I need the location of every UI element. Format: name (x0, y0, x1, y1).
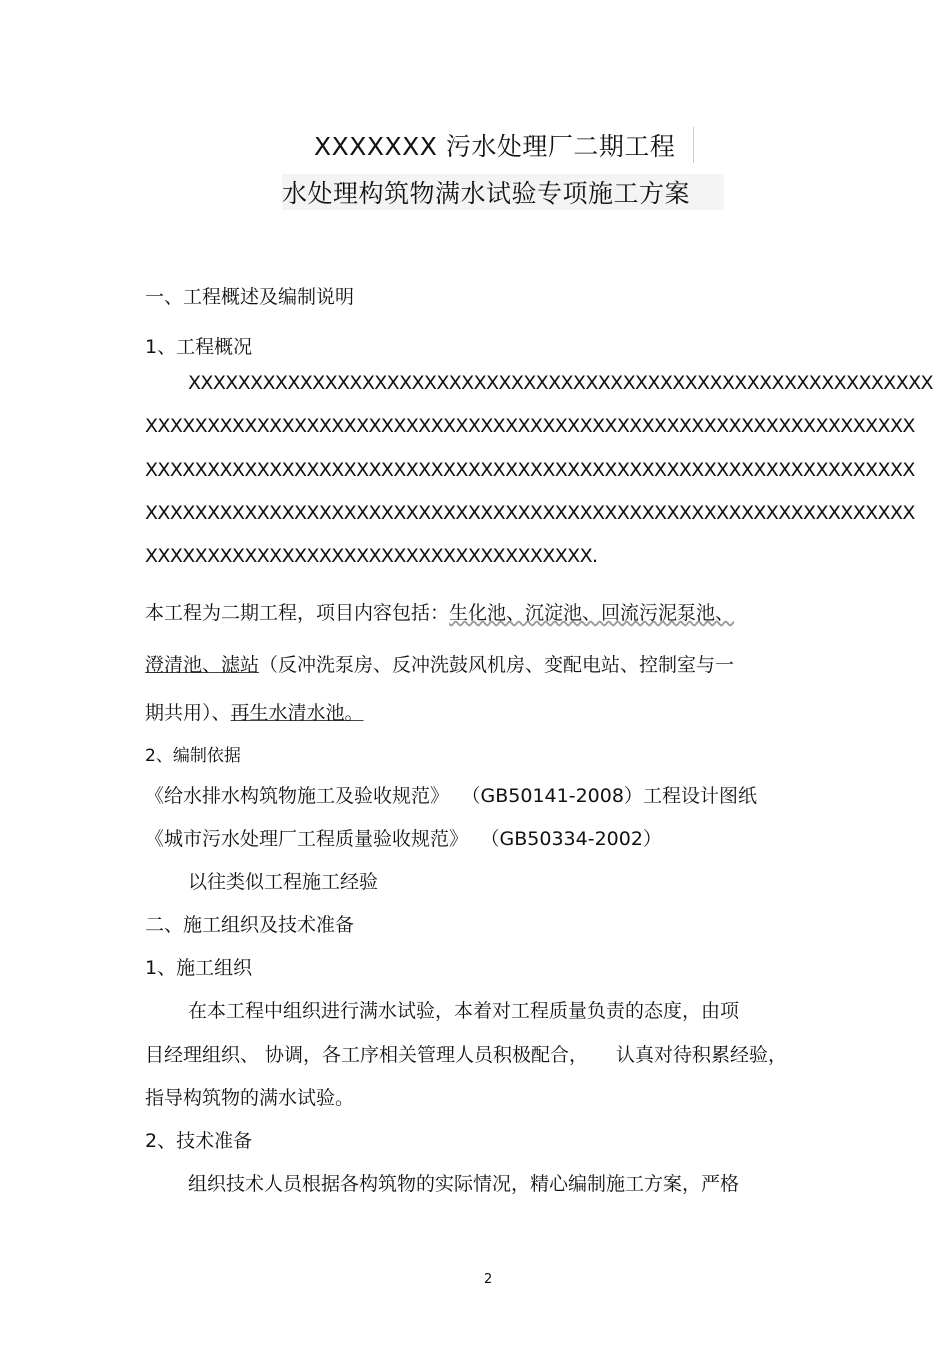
section2-heading: 二、施工组织及技术准备 (145, 914, 355, 936)
doc-title-line2: 水处理构筑物满水试验专项施工方案 (282, 174, 724, 210)
doc-title-line1: XXXXXXX 污水处理厂二期工程 (314, 127, 694, 163)
tech-text-line-1: 组织技术人员根据各构筑物的实际情况，精心编制施工方案，严格 (188, 1173, 740, 1195)
scope-line-2 (145, 650, 734, 677)
project-overview-line-3: XXXXXXXXXXXXXXXXXXXXXXXXXXXXXXXXXXXXXXXXXXXXXXXXXXXXXXXXXXXXXX (145, 459, 915, 481)
tech-heading: 2、技术准备 (145, 1130, 253, 1152)
sub1-heading: 1、工程概况 (145, 336, 253, 358)
basis-line-2 (145, 824, 662, 851)
basis-standard-1: 《给水排水构筑物施工及验收规范》 (145, 785, 450, 807)
scope-items-a: 生化池、沉淀池、回流污泥泵池、 (449, 602, 735, 624)
project-overview-line-1: XXXXXXXXXXXXXXXXXXXXXXXXXXXXXXXXXXXXXXXXXXXXXXXXXXXXXXXXXXXX (188, 372, 933, 394)
scope-items-d: 期共用）、 (145, 702, 231, 724)
scope-line-1 (145, 598, 734, 625)
project-overview-line-4: XXXXXXXXXXXXXXXXXXXXXXXXXXXXXXXXXXXXXXXXXXXXXXXXXXXXXXXXXXXXXX (145, 502, 915, 524)
org-text-line-3: 指导构筑物的满水试验。 (145, 1087, 355, 1109)
section1-heading: 一、工程概述及编制说明 (145, 286, 355, 308)
scope-line-3 (145, 698, 364, 725)
basis-drawings: 工程设计图纸 (642, 785, 757, 807)
org-text-line-1: 在本工程中组织进行满水试验，本着对工程质量负责的态度，由项 (188, 1000, 740, 1022)
project-overview-line-5: XXXXXXXXXXXXXXXXXXXXXXXXXXXXXXXXXXXX. (145, 545, 598, 567)
basis-line-1 (145, 781, 757, 808)
org-heading: 1、施工组织 (145, 957, 253, 979)
project-overview-line-2: XXXXXXXXXXXXXXXXXXXXXXXXXXXXXXXXXXXXXXXXXXXXXXXXXXXXXXXXXXXXXX (145, 415, 915, 437)
page-number: 2 (484, 1272, 493, 1287)
scope-items-c: （反冲洗泵房、反冲洗鼓风机房、变配电站、控制室与一 (259, 654, 735, 676)
basis-line-3: 以往类似工程施工经验 (188, 871, 379, 893)
scope-intro: 本工程为二期工程，项目内容包括： (145, 602, 450, 624)
scope-items-b: 澄清池、滤站 (145, 654, 260, 676)
sub2-heading: 2、编制依据 (145, 746, 241, 766)
basis-code-1: （GB50141-2008） (471, 785, 643, 807)
basis-code-2: （GB50334-2002） (490, 828, 662, 850)
org-text-line-2 (145, 1040, 787, 1067)
scope-items-e: 再生水清水池。 (230, 702, 364, 724)
basis-standard-2: 《城市污水处理厂工程质量验收规范》 (145, 828, 469, 850)
org-text-line-2b: 认真对待积累经验， (616, 1044, 788, 1066)
org-text-line-2a: 目经理组织、 协调，各工序相关管理人员积极配合， (145, 1044, 589, 1066)
